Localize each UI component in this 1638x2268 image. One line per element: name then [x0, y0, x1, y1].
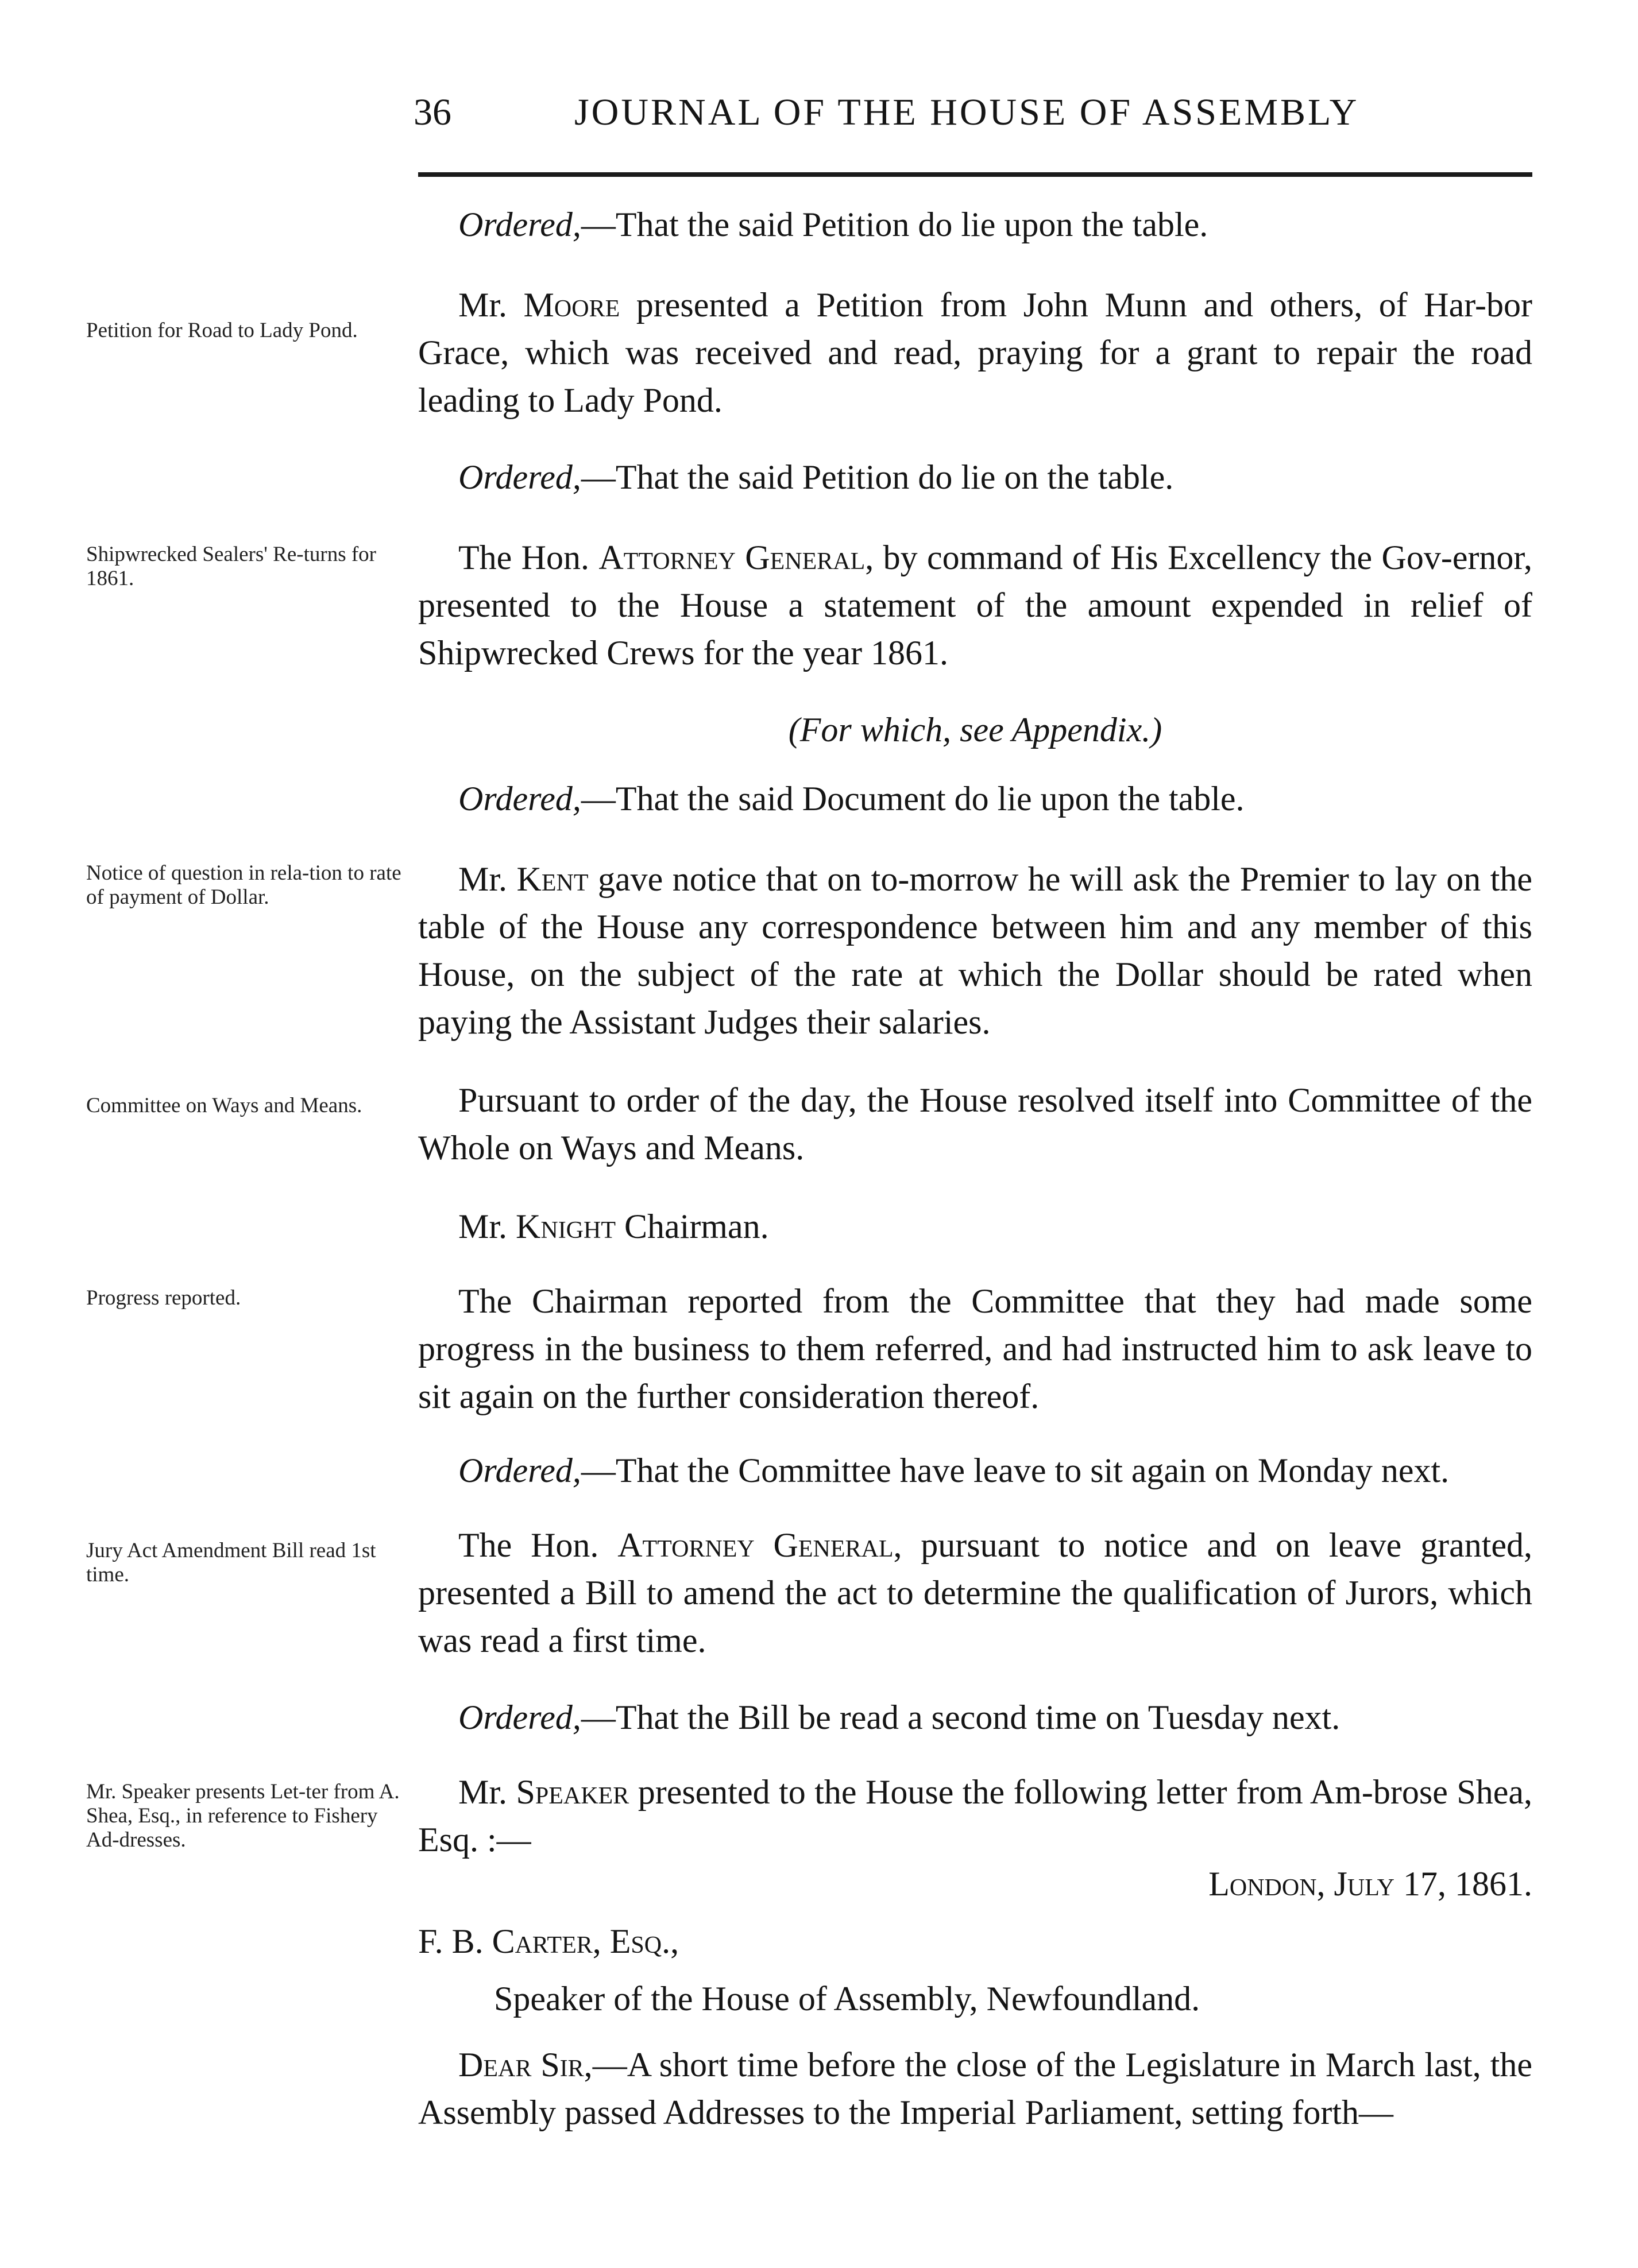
- paragraph-text: Mr.: [458, 860, 517, 898]
- paragraph-ordered-5: [418, 1694, 1532, 1741]
- ordered-label: Ordered,: [458, 780, 581, 818]
- paragraph-jury-bill: [418, 1522, 1532, 1665]
- paragraph-speaker-letter: [418, 1768, 1532, 1864]
- margin-note-notice-dollar: Notice of question in rela-tion to rate of payment of Dollar.: [86, 861, 401, 909]
- member-name: Speaker: [516, 1773, 629, 1811]
- page-header: [402, 86, 1551, 144]
- paragraph-text: The Hon.: [458, 1526, 618, 1564]
- ordered-label: Ordered,: [458, 1452, 581, 1489]
- paragraph-text: Chairman.: [616, 1207, 769, 1245]
- letter-addressee-title: Speaker of the House of Assembly, Newfoundland.: [494, 1980, 1200, 2018]
- paragraph-text: —That the said Petition do lie on the table.: [581, 458, 1174, 496]
- paragraph-text: Mr.: [458, 1207, 516, 1245]
- ordered-label: Ordered,: [458, 206, 581, 243]
- paragraph-chairman: [418, 1203, 1532, 1251]
- margin-note-progress: Progress reported.: [86, 1286, 241, 1310]
- margin-note-petition-road: Petition for Road to Lady Pond.: [86, 319, 358, 342]
- paragraph-ways-means: Pursuant to order of the day, the House resolved itself into Committee of the Whole on Ways and Means.: [418, 1081, 1532, 1167]
- letter-addressee: F. B. Carter, Esq.,: [418, 1922, 679, 1960]
- paragraph-ordered-1: [418, 201, 1532, 249]
- paragraph-text: —That the Committee have leave to sit again on Monday next.: [581, 1452, 1450, 1489]
- margin-note-jury-act: Jury Act Amendment Bill read 1st time.: [86, 1539, 376, 1586]
- running-title: JOURNAL OF THE HOUSE OF ASSEMBLY: [574, 91, 1359, 133]
- paragraph-text: —That the Bill be read a second time on Tuesday next.: [581, 1698, 1340, 1736]
- paragraph-text: gave notice that on to-morrow he will ask the Premier to lay on the table of the House any correspondence between him and any member of this House, on the subject of the rate at which the Dollar should be rated when paying the Assistant Judges their salaries.: [418, 860, 1532, 1041]
- paragraph-text: —That the said Document do lie upon the table.: [581, 780, 1245, 818]
- paragraph-text: Mr.: [458, 286, 524, 324]
- member-name: Kent: [516, 860, 589, 898]
- paragraph-text: presented a Petition from John Munn and others, of Har-bor Grace, which was received and read, praying for a grant to repair the road leading to Lady Pond.: [418, 286, 1532, 419]
- page-number: 36: [414, 91, 451, 133]
- paragraph-text: Mr.: [458, 1773, 516, 1811]
- paragraph-kent-notice: [418, 856, 1532, 1046]
- margin-note-ways-means: Committee on Ways and Means.: [86, 1094, 362, 1117]
- letter-dateline: London, July 17, 1861.: [1208, 1865, 1532, 1903]
- letter-body: [418, 2041, 1532, 2137]
- margin-note-shipwrecked: Shipwrecked Sealers' Re-turns for 1861.: [86, 543, 376, 590]
- paragraph-text: , by command of His Excellency the Gov-ernor, presented to the House a statement of the amount expended in relief of Shipwrecked Crews for the year 1861.: [418, 539, 1533, 672]
- paragraph-ordered-2: [418, 454, 1532, 501]
- member-name: Attorney General: [598, 539, 866, 576]
- paragraph-text: , pursuant to notice and on leave granted, presented a Bill to amend the act to determine the qualification of Jurors, which was read a first time.: [418, 1526, 1532, 1659]
- ordered-label: Ordered,: [458, 458, 581, 496]
- ordered-label: Ordered,: [458, 1698, 581, 1736]
- margin-note-speaker-letter: Mr. Speaker presents Let-ter from A. Shea, Esq., in reference to Fishery Ad-dresses.: [86, 1780, 400, 1852]
- paragraph-moore-petition: [418, 281, 1532, 424]
- paragraph-text: The Hon.: [458, 539, 599, 576]
- paragraph-progress-reported: The Chairman reported from the Committee that they had made some progress in the business to them referred, and had instructed him to ask leave to sit again on the further consideration thereof.: [418, 1282, 1532, 1415]
- paragraph-attorney-general-statement: [418, 534, 1532, 677]
- paragraph-text: —That the said Petition do lie upon the table.: [581, 206, 1208, 243]
- paragraph-text: —A short time before the close of the Legislature in March last, the Assembly passed Addresses to the Imperial Parliament, setting forth—: [418, 2046, 1532, 2131]
- letter-salutation: Dear Sir,: [458, 2046, 593, 2084]
- appendix-note: (For which, see Appendix.): [788, 711, 1162, 749]
- paragraph-ordered-4: [418, 1447, 1532, 1495]
- paragraph-ordered-3: [418, 775, 1532, 823]
- paragraph-text: presented to the House the following letter from Am-brose Shea, Esq. :—: [418, 1773, 1532, 1859]
- member-name: Knight: [516, 1207, 616, 1245]
- header-rule: [418, 172, 1532, 177]
- member-name: Moore: [523, 286, 620, 324]
- member-name: Attorney General: [617, 1526, 894, 1564]
